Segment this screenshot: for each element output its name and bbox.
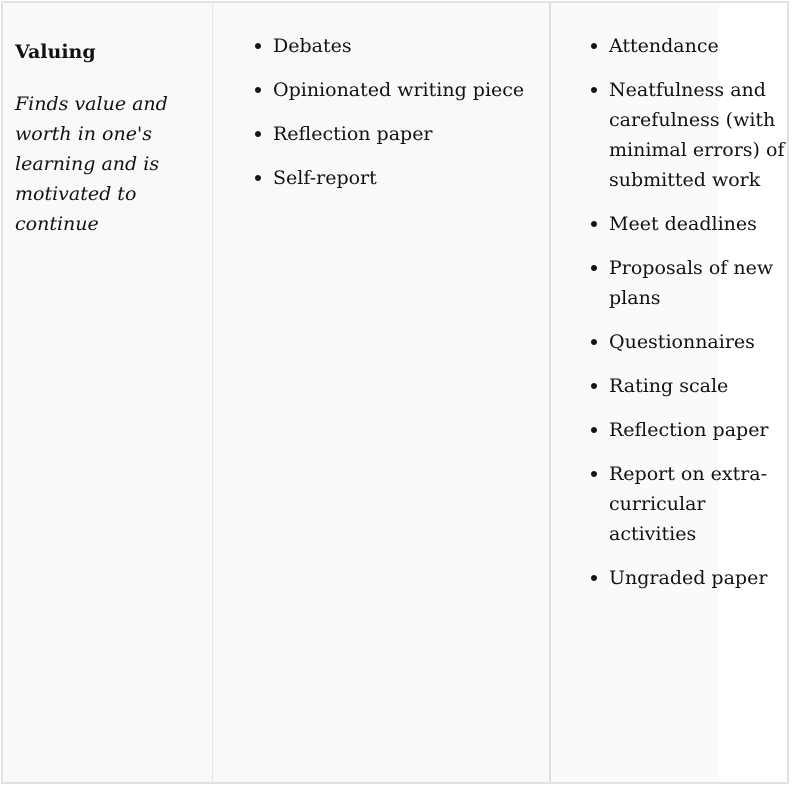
indicators-list [609, 31, 787, 607]
list-item: Questionnaires [609, 327, 787, 357]
level-title: Valuing [15, 41, 96, 63]
list-item: Neatfulness and carefulness (with minimal errors) of submitted work [609, 75, 787, 195]
list-item: Rating scale [609, 371, 787, 401]
list-item: Self-report [273, 163, 543, 193]
list-item: Opinionated writing piece [273, 75, 543, 105]
level-cell [3, 3, 213, 782]
taxonomy-table [1, 1, 789, 784]
list-item: Proposals of new plans [609, 253, 787, 313]
list-item: Debates [273, 31, 543, 61]
list-item: Attendance [609, 31, 787, 61]
list-item: Ungraded paper [609, 563, 787, 593]
list-item: Meet deadlines [609, 209, 787, 239]
level-description: Finds value and worth in one's learning and is motivated to continue [15, 93, 168, 235]
activities-list [273, 31, 543, 207]
list-item: Report on extra-curricular activities [609, 459, 787, 549]
activities-cell [213, 3, 551, 782]
indicators-cell [551, 3, 787, 782]
list-item: Reflection paper [609, 415, 787, 445]
list-item: Reflection paper [273, 119, 543, 149]
